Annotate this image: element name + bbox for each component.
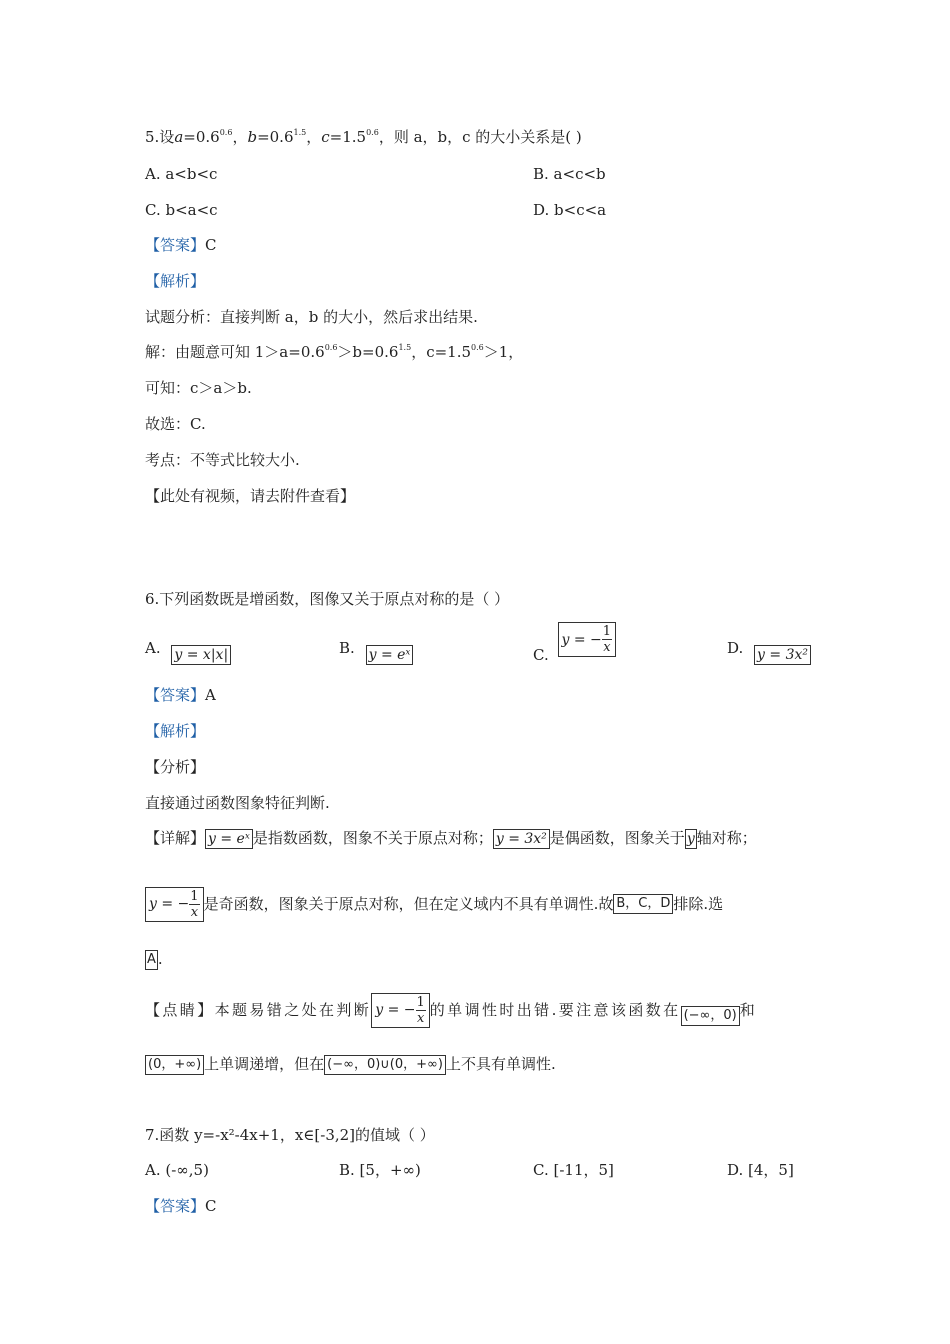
q7-answer: 【答案】C xyxy=(145,1197,217,1215)
q6-note-interval-neg: (−∞，0) xyxy=(681,1006,740,1026)
q6-detail-formula-exp: y = eˣ xyxy=(205,829,253,849)
q7-stem: 7.函数 y=-x²-4x+1，x∈[-3,2]的值域（ ） xyxy=(145,1126,435,1144)
q6-note-formula-recip: y = − $\frac{1}{x}$ xyxy=(371,993,430,1028)
q5-option-c: C. b<a<c xyxy=(145,201,218,219)
q6-note-interval-union: (−∞，0)∪(0，+∞) xyxy=(324,1055,446,1075)
q6-option-a: A. y = x|x| xyxy=(145,638,231,659)
q6-fenxi-text: 直接通过函数图象特征判断. xyxy=(145,794,330,812)
q6-stem: 6.下列函数既是增函数，图像又关于原点对称的是（ ） xyxy=(145,590,510,608)
q6-option-b-formula: y = eˣ xyxy=(366,645,414,665)
q5-video-note: 【此处有视频，请去附件查看】 xyxy=(145,487,356,505)
q6-option-c-formula: y = − $\frac{1}{x}$ xyxy=(558,622,617,657)
q5-option-a: A. a<b<c xyxy=(145,165,218,183)
q6-note-interval-pos: (0，+∞) xyxy=(145,1055,204,1075)
q5-answer: 【答案】C xyxy=(145,236,217,254)
q6-fenxi-tag: 【分析】 xyxy=(145,758,206,776)
q6-detail-y-axis: y xyxy=(686,831,695,847)
q5-stem: 5.设$a=0.6^{0.6}$，$b=0.6^{1.5}$，$c=1.5^{0.6}$，则 a，b，c 的大小关系是( ) xyxy=(145,128,582,146)
q5-solution-line: 解：由题意可知 $1>a=0.6^{0.6}>b=0.6^{1.5}$，$c=1.5^{0.6}>1$， xyxy=(145,343,524,361)
q7-option-b: B. [5，+∞) xyxy=(339,1161,421,1179)
q6-detail-line2: y = − $\frac{1}{x}$ 是奇函数，图象关于原点对称，但在定义域内不具有单调性.故 B，C，D 排除.选 xyxy=(145,884,723,924)
q5-analysis-line: 考点：不等式比较大小. xyxy=(145,451,300,469)
q7-option-c: C. [-11，5] xyxy=(533,1161,614,1179)
q6-analysis-tag: 【解析】 xyxy=(145,722,206,740)
q5-option-b: B. a<c<b xyxy=(533,165,606,183)
q6-option-d: D. y = 3x² xyxy=(727,638,811,659)
q6-detail-formula-recip: y = − $\frac{1}{x}$ xyxy=(145,887,204,922)
q7-option-a: A. (-∞,5) xyxy=(145,1161,209,1179)
q6-detail-choice-a: A xyxy=(145,950,158,970)
q6-detail-line3: A . xyxy=(147,950,163,968)
q6-note-line1: 【点睛】 本题易错之处在判断 y = − $\frac{1}{x}$ 的单调性时出错.要注意该函数在 (−∞，0) 和 xyxy=(145,994,758,1026)
q6-detail-bcd: B，C，D xyxy=(613,894,673,914)
q6-option-a-formula: y = x|x| xyxy=(171,645,231,665)
q6-option-c: C. y = − $\frac{1}{x}$ xyxy=(533,622,616,657)
q5-analysis-line: 可知：c＞a＞b. xyxy=(145,379,252,397)
q6-note-line2: (0，+∞) 上单调递增，但在 (−∞，0)∪(0，+∞) 上不具有单调性. xyxy=(145,1054,556,1075)
q7-option-d: D. [4，5] xyxy=(727,1161,794,1179)
q6-detail-formula-quad: y = 3x² xyxy=(493,829,550,849)
q6-detail-line1: 【详解】 y = eˣ 是指数函数，图象不关于原点对称； y = 3x² 是偶函数，图象关于 y 轴对称； xyxy=(145,829,757,847)
q6-option-d-formula: y = 3x² xyxy=(754,645,811,665)
q6-answer: 【答案】A xyxy=(145,686,216,704)
q6-option-b: B. y = eˣ xyxy=(339,638,413,659)
q5-option-d: D. b<c<a xyxy=(533,201,607,219)
q5-analysis-tag: 【解析】 xyxy=(145,272,206,290)
q5-analysis-line: 试题分析：直接判断 a，b 的大小，然后求出结果. xyxy=(145,308,478,326)
q5-analysis-line: 故选：C. xyxy=(145,415,206,433)
